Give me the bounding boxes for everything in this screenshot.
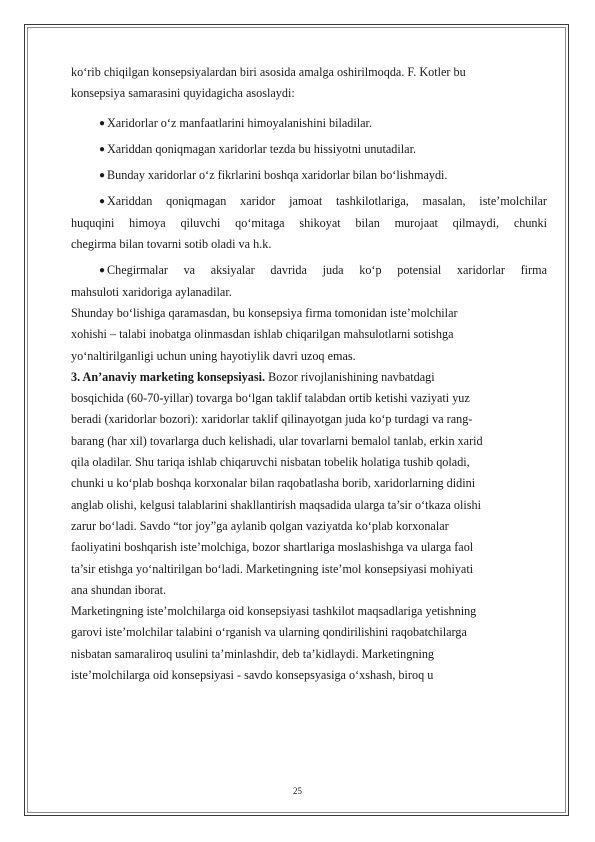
- text-line: Shunday bo‘lishiga qaramasdan, bu konsepsiya firma tomonidan iste’molchilar: [71, 305, 458, 320]
- bullet-text: Bunday xaridorlar o‘z fikrlarini boshqa xaridorlar bilan bo‘lishmaydi.: [107, 168, 448, 183]
- bullet-item: [71, 191, 547, 255]
- bullet-text-continued: huquqini himoya qiluvchi qo‘mitaga shikoyat bilan murojaat qilmaydi, chunki: [71, 215, 547, 230]
- text-line: nisbatan samaraliroq usulini ta’minlashdir, deb ta’kidlaydi. Marketingning: [71, 646, 435, 661]
- text-line: garovi iste’molchilar talabini o‘rganish va ularning qondirilishini raqobatchilarga: [71, 625, 467, 640]
- text-line: konsepsiya samarasini quyidagicha asoslaydi:: [71, 86, 295, 101]
- bullet-text-continued: mahsuloti xaridoriga aylanadilar.: [71, 284, 232, 299]
- bullet-item: [71, 165, 547, 186]
- bullet-icon: ●: [99, 265, 106, 277]
- bullet-icon: ●: [99, 170, 106, 182]
- document-body: [71, 62, 547, 686]
- bullet-icon: ●: [99, 117, 106, 129]
- bullet-item: [71, 139, 547, 160]
- text-line: anglab olishi, kelgusi talablarini shakllantirish maqsadida ularga ta’sir o‘tkaza olishi: [71, 497, 481, 512]
- text-run: Bozor rivojlanishining navbatdagi: [265, 369, 435, 384]
- text-line: qila oladilar. Shu tariqa ishlab chiqaruvchi nisbatan tobelik holatiga tushib qoladi,: [71, 455, 470, 470]
- text-line: yo‘naltirilganligi uchun uning hayotiylik davri uzoq emas.: [71, 348, 356, 363]
- text-line: iste’molchilarga oid konsepsiyasi - savdo konsepsyasiga o‘xshash, biroq u: [71, 668, 434, 683]
- page-number: 25: [293, 786, 302, 796]
- bullet-text: Xariddan qoniqmagan xaridorlar tezda bu hissiyotni unutadilar.: [107, 141, 417, 156]
- bullet-icon: ●: [99, 196, 106, 208]
- text-line: ta’sir etishga yo‘naltirilgan bo‘ladi. Marketingning iste’mol konsepsiyasi mohiyati: [71, 561, 474, 576]
- text-line: Marketingning iste’molchilarga oid konsepsiyasi tashkilot maqsadlariga yetishning: [71, 604, 477, 619]
- text-line: xohishi – talabi inobatga olinmasdan ishlab chiqarilgan mahsulotlarni sotishga: [71, 327, 454, 342]
- text-line: beradi (xaridorlar bozori): xaridorlar taklif qilinayotgan juda ko‘p turdagi va rang-: [71, 412, 473, 427]
- text-line: chunki u ko‘plab boshqa korxonalar bilan raqobatlasha borib, xaridorlarning didini: [71, 476, 476, 491]
- bullet-item: [71, 113, 547, 134]
- text-line: bosqichida (60-70-yillar) tovarga bo‘lgan taklif talabdan ortib ketishi vaziyati yuz: [71, 391, 470, 406]
- section-heading-line: [71, 367, 547, 388]
- bullet-text: ● Xariddan qoniqmagan xaridor jamoat tashkilotlariga, masalan, iste’molchilar: [71, 191, 547, 212]
- bullet-text-continued: chegirma bilan tovarni sotib oladi va h.k.: [71, 237, 272, 252]
- text-line: barang (har xil) tovarlarga duch kelishadi, ular tovarlarni bemalol tanlab, erkin xarid: [71, 433, 483, 448]
- text-line: ana shundan iborat.: [71, 582, 167, 597]
- bullet-icon: ●: [99, 143, 106, 155]
- text-line: ko‘rib chiqilgan konsepsiyalardan biri asosida amalga oshirilmoqda. F. Kotler bu: [71, 65, 466, 79]
- text-line: faoliyatini boshqarish iste’molchiga, bozor shartlariga moslashishga va ularga faol: [71, 540, 474, 555]
- section-heading: 3. An’anaviy marketing konsepsiyasi.: [71, 369, 266, 384]
- bullet-item: [71, 260, 547, 303]
- text-line: zarur bo‘ladi. Savdo “tor joy”ga aylanib qolgan vaziyatda ko‘plab korxonalar: [71, 518, 449, 533]
- bullet-text: Xaridorlar o‘z manfaatlarini himoyalanishini biladilar.: [107, 115, 372, 130]
- bullet-text: ● Chegirmalar va aksiyalar davrida juda ko‘p potensial xaridorlar firma: [71, 260, 547, 281]
